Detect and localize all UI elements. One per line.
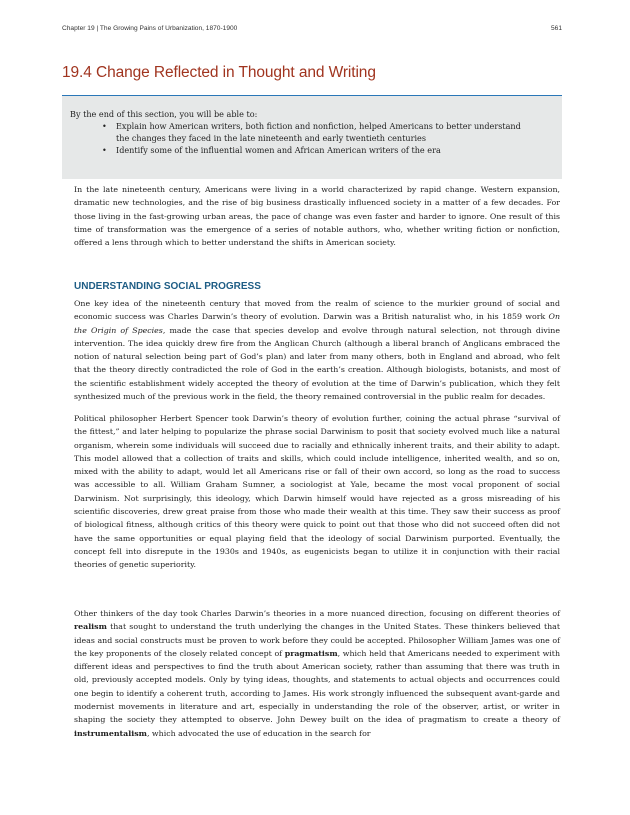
chapter-label: Chapter 19 | The Growing Pains of Urbanization, 1870-1900 — [62, 25, 238, 32]
learning-objectives-box — [62, 95, 562, 179]
objective-text: Identify some of the influential women and African American writers of the era — [116, 145, 441, 155]
objectives-list — [102, 120, 522, 156]
paragraph-spencer: Political philosopher Herbert Spencer took Darwin’s theory of evolution further, coining the actual phrase “survival of the fittest,” and later helping to popularize the phrase social Darwinism to posit that society evolved much like a natural organism, wherein some individuals will succeed due to racially and ethnically inherent traits, and their ability to adapt. This model allowed that a collection of traits and skills, which could include intelligence, inherited wealth, and so on, mixed with the ability to adapt, would let all Americans rise or fall of their own accord, so long as the road to success was accessible to all. William Graham Sumner, a sociologist at Yale, became the most vocal proponent of social Darwinism. Not surprisingly, this ideology, which Darwin himself would have rejected as a gross misreading of his scientific discoveries, drew great praise from those who made their wealth at this time. They saw their success as proof of biological fitness, although critics of this theory were quick to point out that those who did not succeed often did not have the same opportunities or equal playing field that the ideology of social Darwinism purported. Eventually, the concept fell into disrepute in the 1930s and 1940s, as eugenicists began to utilize it in conjunction with their racial theories of genetic superiority. — [74, 414, 560, 570]
book-title: On the Origin of Species — [74, 312, 560, 335]
section-subheading: UNDERSTANDING SOCIAL PROGRESS — [74, 281, 261, 292]
bullet-icon: • — [102, 145, 107, 155]
objective-item — [102, 120, 522, 144]
objective-item — [102, 144, 522, 156]
text-run: One key idea of the nineteenth century that moved from the realm of science to the murkier ground of social and economic success was Charles Darwin’s theory of evolution. Darwin was a British naturalist who, in his 1859 work — [74, 299, 560, 322]
key-term: instrumentalism — [74, 728, 147, 738]
paragraph-realism — [74, 607, 560, 740]
objectives-intro: By the end of this section, you will be able to: — [70, 109, 258, 119]
text-run: that sought to understand the truth underlying the changes in the United States. These thinkers believed that ideas and social constructs must be proven to work before they could be accepted. Philosopher William James was one of the key proponents of the closely related concept of — [74, 622, 560, 658]
section-title: 19.4 Change Reflected in Thought and Writing — [62, 64, 376, 81]
intro-paragraph: In the late nineteenth century, Americans were living in a world characterized by rapid change. Western expansion, dramatic new technologies, and the rise of big business drastically influenced society in a matter of a few decades. For those living in the fast-growing urban areas, the pace of change was even faster and harder to ignore. One result of this time of transformation was the emergence of a series of notable authors, who, whether writing fiction or nonfiction, offered a lens through which to better understand the shifts in American society. — [74, 185, 560, 248]
page-number: 561 — [550, 25, 562, 32]
text-run: , which held that Americans needed to experiment with different ideas and perspectives to find the truth about American society, rather than assuming that there was truth in old, previously accepted models. Only by tying ideas, thoughts, and statements to actual objects and occurrences could one begin to identify a coherent truth, according to James. His work strongly influenced the subsequent avant-garde and modernist movements in literature and art, especially in understanding the role of the observer, artist, or writer in shaping the society they attempted to observe. John Dewey built on the idea of pragmatism to create a theory of — [74, 648, 560, 725]
key-term: pragmatism — [284, 648, 338, 658]
objective-text: Explain how American writers, both fiction and nonfiction, helped Americans to better understand the changes they faced in the late nineteenth and early twentieth centuries — [116, 121, 521, 143]
key-term: realism — [74, 622, 107, 632]
text-run: , made the case that species develop and evolve through natural selection, not through divine intervention. The idea quickly drew fire from the Anglican Church (although a liberal branch of Anglicans embraced the notion of natural selection being part of God’s plan) and later from many others, both in England and abroad, who felt that the theory directly contradicted the role of God in the earth’s creation. Although biologists, botanists, and most of the scientific establishment widely accepted the theory of evolution at the time of Darwin’s publication, which they felt synthesized much of the previous work in the field, the theory remained controversial in the public realm for decades. — [74, 325, 561, 402]
bullet-icon: • — [102, 121, 107, 131]
running-header — [62, 25, 562, 32]
text-run: , which advocated the use of education in the search for — [146, 728, 371, 738]
text-run: Other thinkers of the day took Charles Darwin’s theories in a more nuanced direction, focusing on different theories of — [74, 609, 560, 618]
paragraph-darwin — [74, 297, 560, 403]
